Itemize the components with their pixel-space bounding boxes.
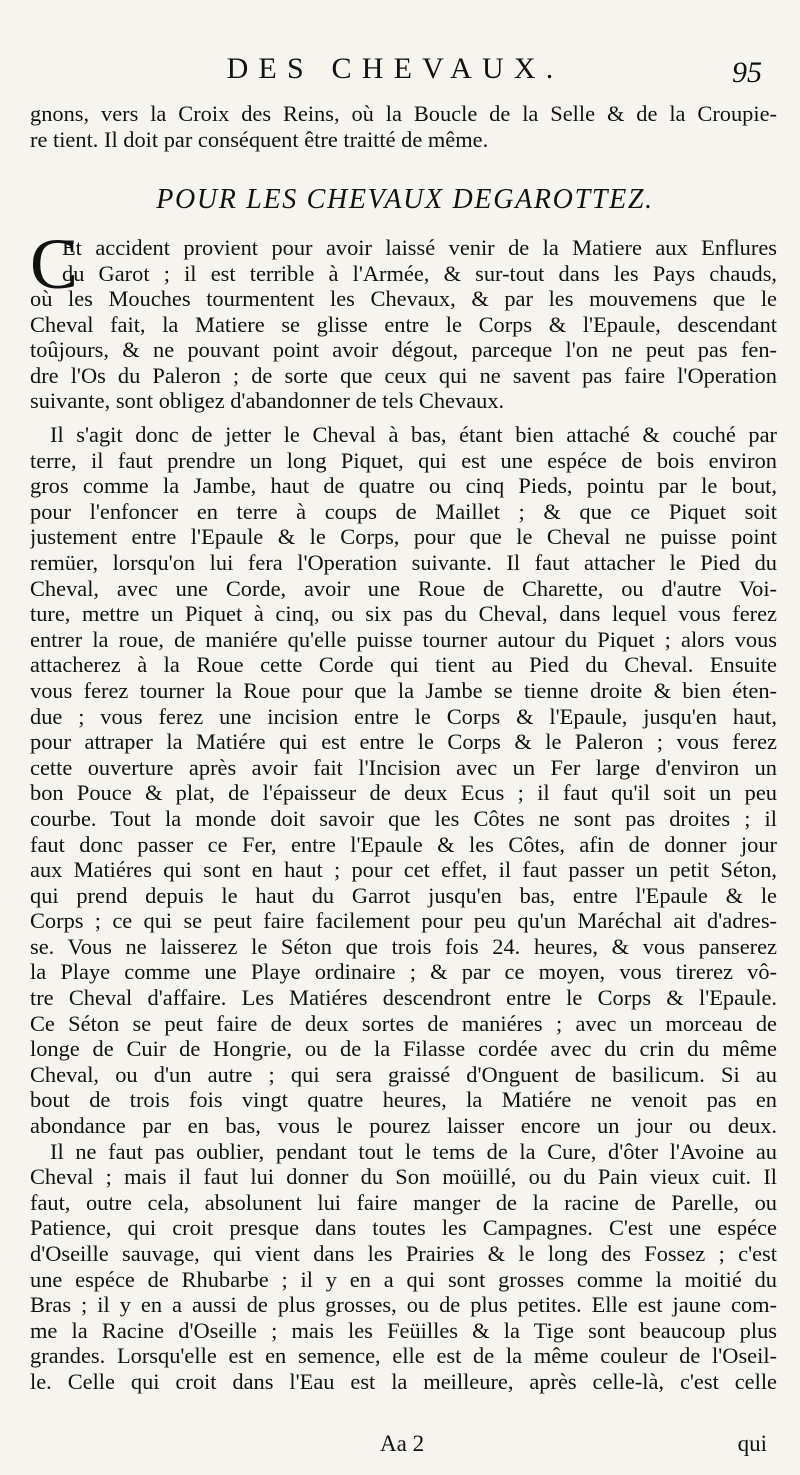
text-line: vous ferez tourner la Roue pour que la Jambe se tienne droite & bien éten- bbox=[30, 677, 777, 703]
text-line: cette ouverture après avoir fait l'Incision avec un Fer large d'environ un bbox=[30, 754, 777, 780]
text-line: Cheval fait, la Matiere se glisse entre le Corps & l'Epaule, descendant bbox=[30, 311, 777, 337]
running-head: DES CHEVAUX. bbox=[226, 52, 564, 85]
text-line: gnons, vers la Croix des Reins, où la Boucle de la Selle & de la Croupie- bbox=[30, 101, 777, 126]
text-line: longe de Cuir de Hongrie, ou de la Filasse cordée avec du crin du même bbox=[30, 1036, 777, 1062]
text-line: abondance par en bas, vous le pourez laisser encore un jour ou deux. bbox=[30, 1113, 777, 1139]
text-line: d'Oseille sauvage, qui vient dans les Prairies & le long des Fossez ; c'est bbox=[30, 1241, 777, 1266]
text-line: Bras ; il y en a aussi de plus grosses, ou de plus petites. Elle est jaune com- bbox=[30, 1292, 777, 1318]
page-number: 95 bbox=[732, 56, 762, 89]
text-line: me la Racine d'Oseille ; mais les Feüilles & la Tige sont beaucoup plus bbox=[30, 1317, 777, 1343]
text-line: faut donc passer ce Fer, entre l'Epaule & les Côtes, afin de donner jour bbox=[30, 831, 777, 857]
drop-cap: C bbox=[30, 224, 79, 304]
text-line: Cheval, avec une Corde, avoir une Roue de Charette, ou d'autre Voi- bbox=[30, 575, 777, 601]
signature-mark: Aa 2 bbox=[380, 1431, 425, 1456]
text-line: gros comme la Jambe, haut de quatre ou cinq Pieds, pointu par le bout, bbox=[30, 473, 777, 499]
text-line: Ce Séton se peut faire de deux sortes de maniéres ; avec un morceau de bbox=[30, 1010, 777, 1036]
text-line: attacherez à la Roue cette Corde qui tient au Pied du Cheval. Ensuite bbox=[30, 652, 777, 678]
text-line: aux Matiéres qui sont en haut ; pour cet effet, il faut passer un petit Séton, bbox=[30, 857, 777, 883]
text-line: bout de trois fois vingt quatre heures, la Matiére ne venoit pas en bbox=[30, 1087, 777, 1113]
text-line: Cheval ; mais il faut lui donner du Son moüillé, ou du Pain vieux cuit. Il bbox=[30, 1164, 777, 1190]
text-line: bon Pouce & plat, de l'épaisseur de deux Ecus ; il faut qu'il soit un peu bbox=[30, 780, 777, 806]
text-line: faut, outre cela, absolunent lui faire manger de la racine de Parelle, ou bbox=[30, 1189, 777, 1215]
first-paragraph bbox=[30, 224, 777, 414]
text-line: pour l'enfoncer en terre à coups de Maillet ; & que ce Piquet soit bbox=[30, 498, 777, 524]
catchword: qui bbox=[737, 1431, 767, 1456]
text-line: Et accident provient pour avoir laissé venir de la Matiere aux Enflures bbox=[62, 235, 777, 260]
text-line: remüer, lorsqu'on lui fera l'Operation suivante. Il faut attacher le Pied du bbox=[30, 549, 777, 575]
text-line: qui prend depuis le haut du Garrot jusqu'en bas, entre l'Epaule & le bbox=[30, 882, 777, 908]
text-line: Il s'agit donc de jetter le Cheval à bas, étant bien attaché & couché par bbox=[50, 422, 777, 447]
text-line: Corps ; ce qui se peut faire facilement pour peu qu'un Maréchal ait d'adres- bbox=[30, 908, 777, 934]
intro-text bbox=[30, 101, 777, 152]
text-line: Il ne faut pas oublier, pendant tout le tems de la Cure, d'ôter l'Avoine au bbox=[50, 1138, 777, 1164]
text-line: tre Cheval d'affaire. Les Matiéres descendront entre le Corps & l'Epaule. bbox=[30, 985, 777, 1011]
text-line: Patience, qui croit presque dans toutes les Campagnes. C'est une espéce bbox=[30, 1215, 777, 1241]
text-line: pour attraper la Matiére qui est entre le Corps & le Paleron ; vous ferez bbox=[30, 729, 777, 755]
text-line: ture, mettre un Piquet à cinq, ou six pas du Cheval, dans lequel vous ferez bbox=[30, 601, 777, 627]
text-line: du Garot ; il est terrible à l'Armée, & sur-tout dans les Pays chauds, bbox=[62, 260, 777, 286]
text-line: dre l'Os du Paleron ; de sorte que ceux qui ne savent pas faire l'Operation bbox=[30, 362, 777, 388]
text-line: re tient. Il doit par conséquent être traitté de même. bbox=[30, 126, 489, 152]
text-line: due ; vous ferez une incision entre le Corps & l'Epaule, jusqu'en haut, bbox=[30, 703, 777, 729]
text-line: le. Celle qui croit dans l'Eau est la meilleure, après celle-là, c'est celle bbox=[30, 1368, 777, 1394]
text-line: Cheval, ou d'un autre ; qui sera graissé d'Onguent de basilicum. Si au bbox=[30, 1061, 777, 1087]
text-line: la Playe comme une Playe ordinaire ; & par ce moyen, vous tirerez vô- bbox=[30, 959, 777, 985]
text-line: entrer la roue, de maniére qu'elle puisse tourner autour du Piquet ; alors vous bbox=[30, 626, 777, 652]
text-line: se. Vous ne laisserez le Séton que trois fois 24. heures, & vous panserez bbox=[30, 933, 777, 959]
text-line: toûjours, & ne pouvant point avoir dégout, parceque l'on ne peut pas fen- bbox=[30, 337, 777, 362]
text-line: justement entre l'Epaule & le Corps, pour que le Cheval ne puisse point bbox=[30, 524, 777, 550]
text-line: grandes. Lorsqu'elle est en semence, elle est de la même couleur de l'Oseil- bbox=[30, 1343, 777, 1369]
text-line: suivante, sont obligez d'abandonner de tels Chevaux. bbox=[30, 388, 505, 413]
text-line: où les Mouches tourmentent les Chevaux, & par les mouvemens que le bbox=[30, 286, 777, 311]
section-title: POUR LES CHEVAUX DEGAROTTEZ. bbox=[156, 184, 654, 215]
text-line: une espéce de Rhubarbe ; il y en a qui sont grosses comme la moitié du bbox=[30, 1266, 777, 1292]
text-line: terre, il faut prendre un long Piquet, qui est une espéce de bois environ bbox=[30, 447, 777, 473]
text-line: courbe. Tout la monde doit savoir que les Côtes ne sont pas droites ; il bbox=[30, 805, 777, 831]
main-text bbox=[30, 422, 777, 1395]
